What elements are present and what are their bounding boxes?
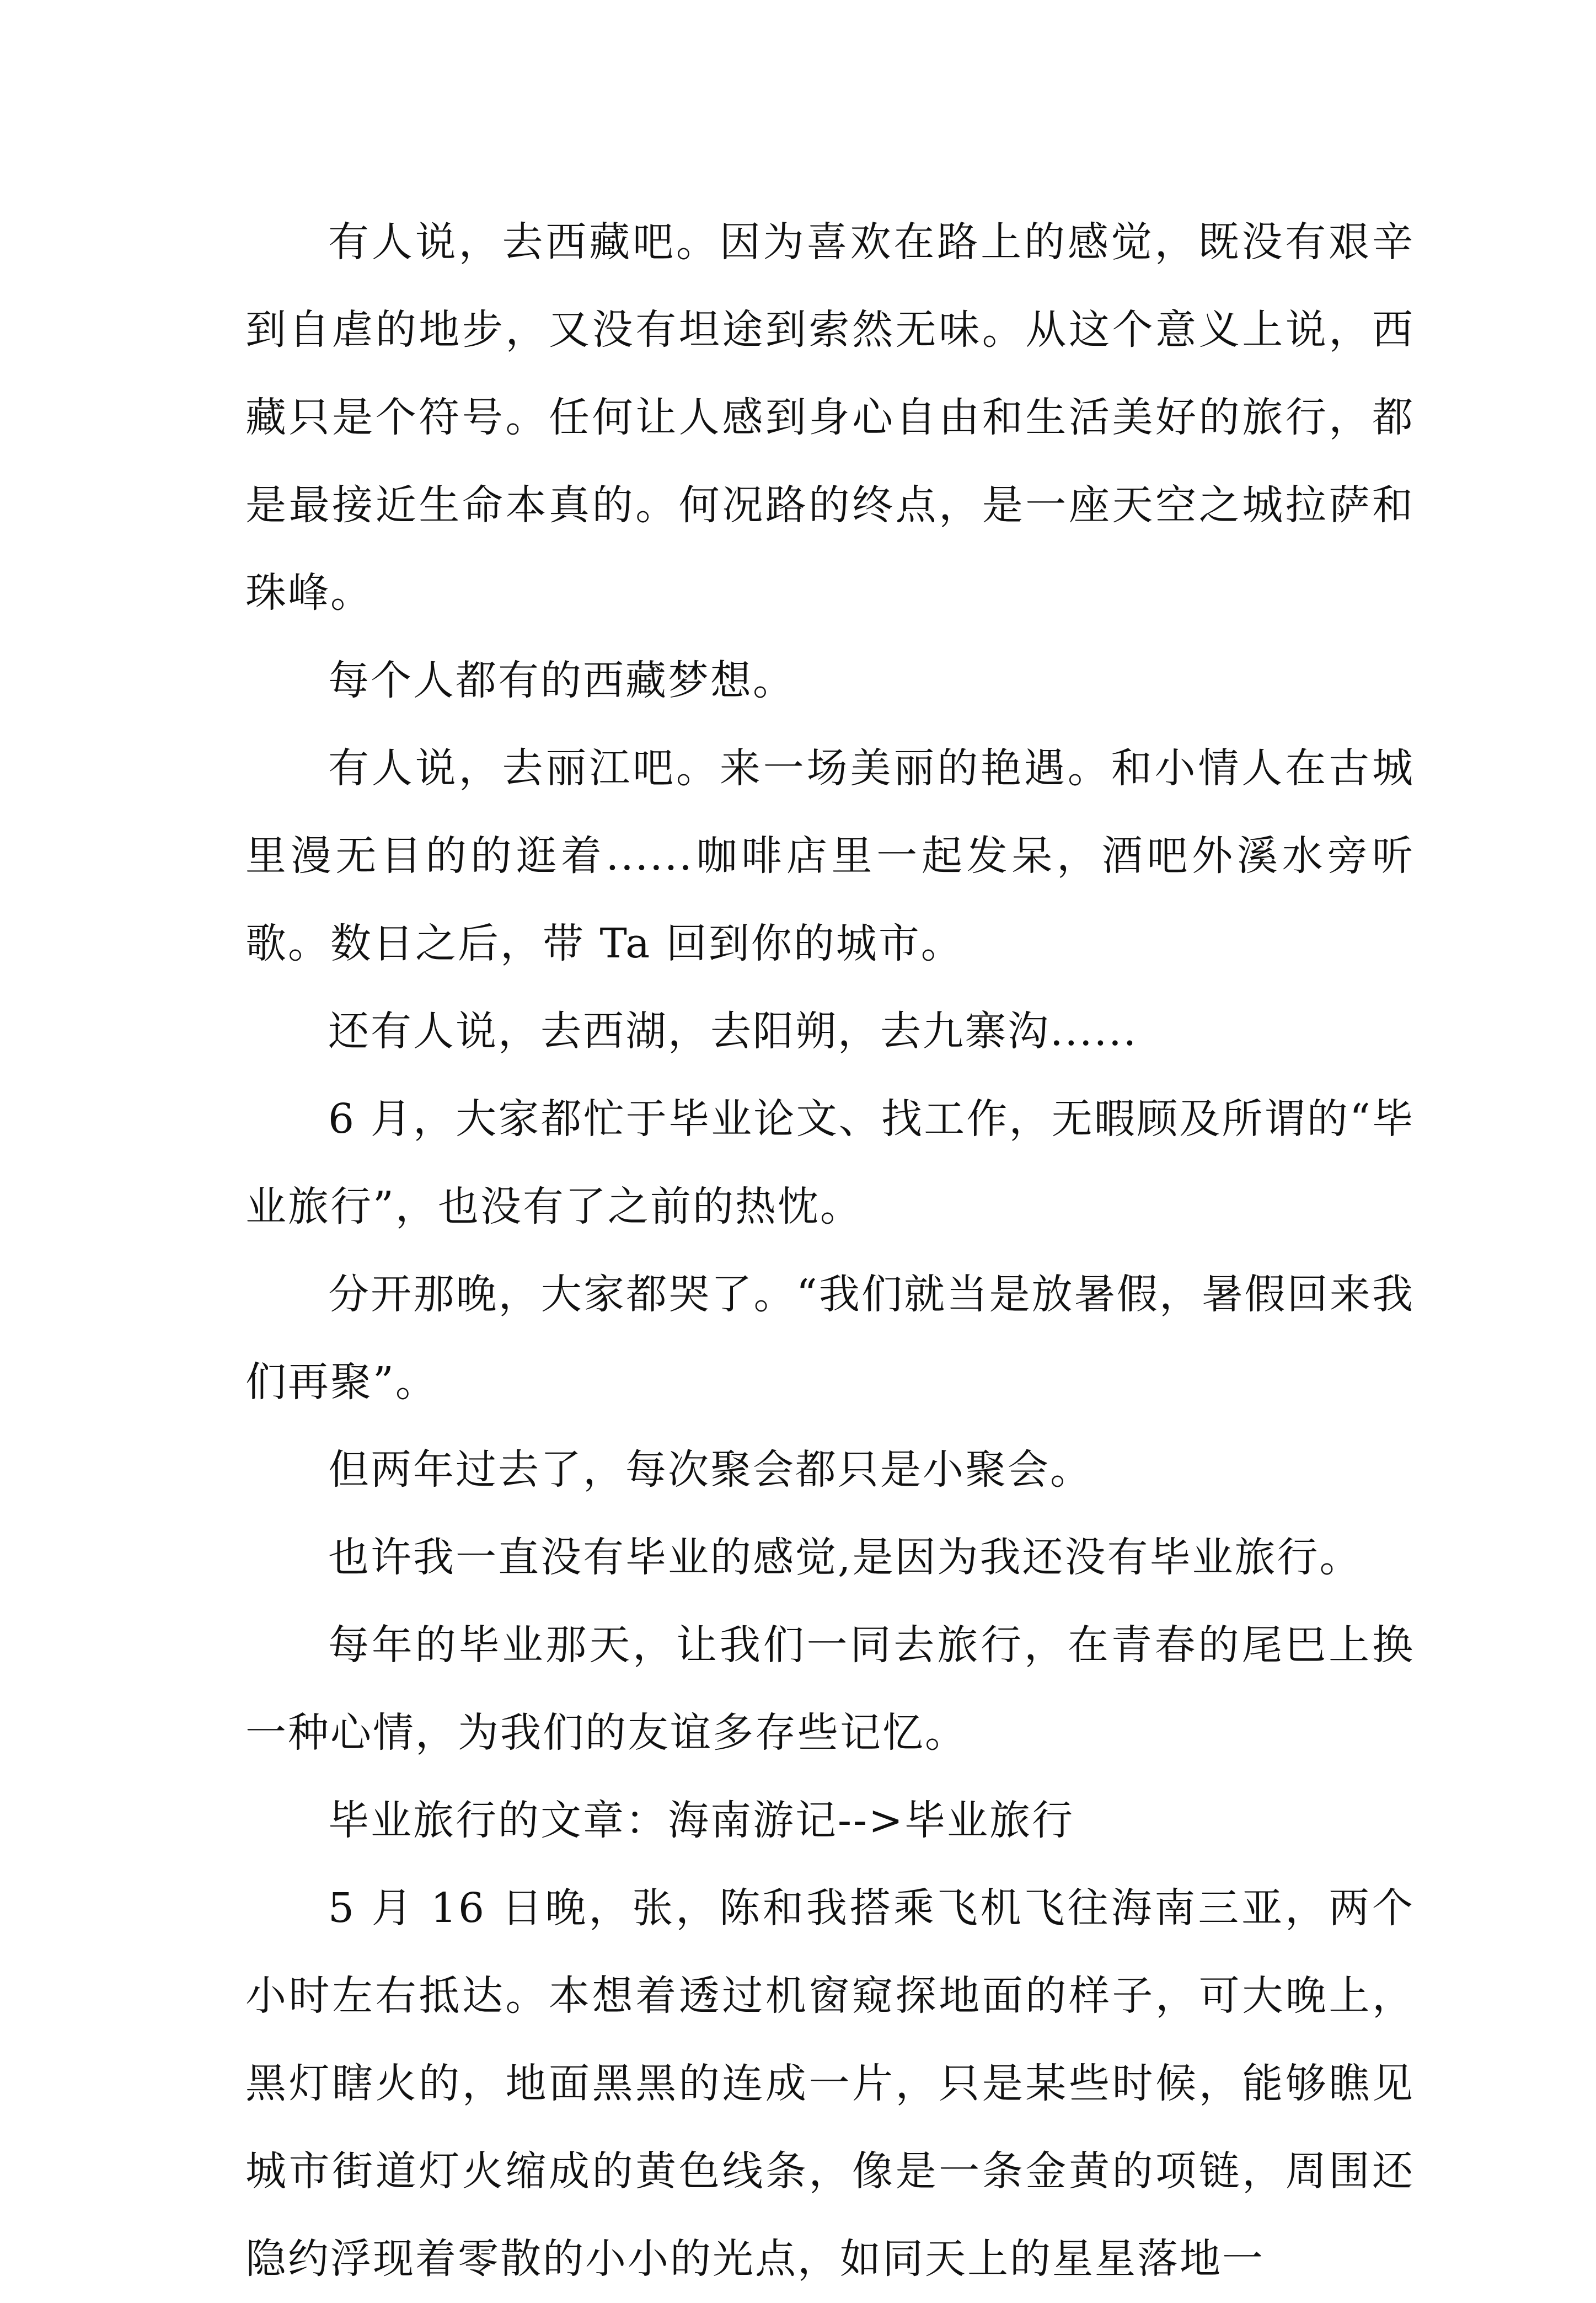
paragraph-tibet-dream: 每个人都有的西藏梦想。 <box>328 657 795 704</box>
paragraph-two-years: 但两年过去了，每次聚会都只是小聚会。 <box>328 1446 1092 1493</box>
document-body <box>245 199 1415 2303</box>
paragraph-tibet: 有人说，去西藏吧。因为喜欢在路上的感觉，既没有艰辛到自虐的地步，又没有坦途到索然无味。从这个意义上说，西藏只是个符号。任何让人感到身心自由和生活美好的旅行，都是最接近生命本真的。何况路的终点，是一座天空之城拉萨和珠峰。 <box>245 218 1415 617</box>
paragraph-hainan-trip: 5 月 16 日晚，张，陈和我搭乘飞机飞往海南三亚，两个小时左右抵达。本想着透过机窗窥探地面的样子，可大晚上，黑灯瞎火的，地面黑黑的连成一片，只是某些时候，能够瞧见城市街道灯火缩成的黄色线条，像是一条金黄的项链，周围还隐约浮现着零散的小小的光点，如同天上的星星落地一 <box>245 1884 1415 2283</box>
paragraph-travel-together: 每年的毕业那天，让我们一同去旅行，在青春的尾巴上换一种心情，为我们的友谊多存些记忆。 <box>245 1621 1415 1756</box>
paragraph-no-graduation-feeling: 也许我一直没有毕业的感觉,是因为我还没有毕业旅行。 <box>328 1534 1362 1581</box>
paragraph-lijiang: 有人说，去丽江吧。来一场美丽的艳遇。和小情人在古城里漫无目的的逛着......咖啡店里一起发呆，酒吧外溪水旁听歌。数日之后，带 Ta 回到你的城市。 <box>245 745 1415 967</box>
paragraph-parting: 分开那晚，大家都哭了。“我们就当是放暑假，暑假回来我们再聚”。 <box>245 1271 1415 1406</box>
paragraph-june: 6 月，大家都忙于毕业论文、找工作，无暇顾及所谓的“毕业旅行”，也没有了之前的热忱。 <box>245 1095 1415 1230</box>
paragraph-other-places: 还有人说，去西湖，去阳朔，去九寨沟...... <box>328 1008 1138 1055</box>
paragraph-article-title: 毕业旅行的文章：海南游记-->毕业旅行 <box>328 1797 1075 1844</box>
